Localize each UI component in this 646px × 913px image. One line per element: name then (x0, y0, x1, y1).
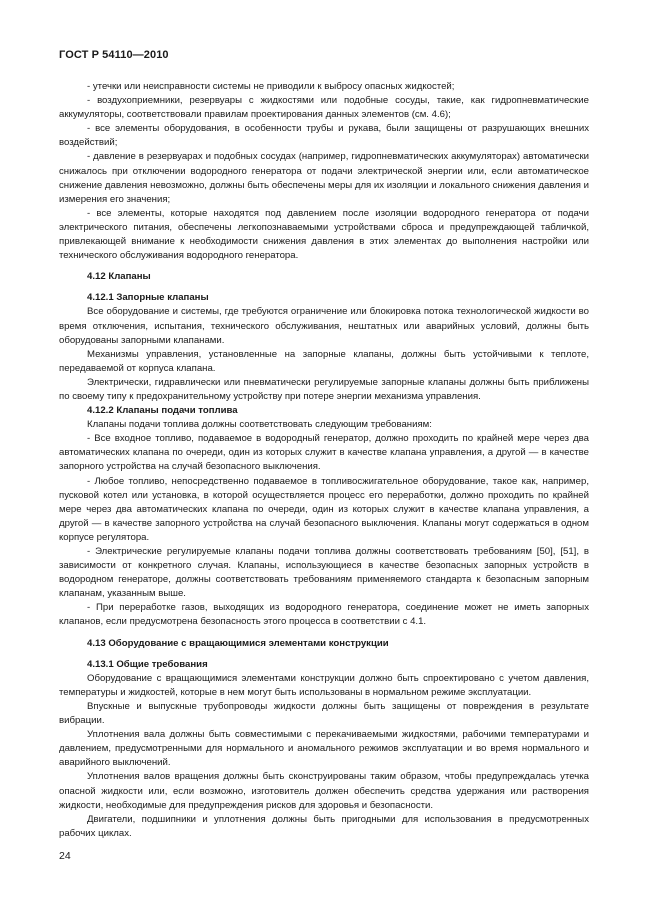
paragraph: - При переработке газов, выходящих из водородного генератора, соединение может не иметь запорных клапанов, если предусмотрена безопасность этого процесса в соответствии с 4.1. (59, 602, 589, 628)
section-heading: 4.12.2 Клапаны подачи топлива (87, 405, 238, 417)
paragraph: Двигатели, подшипники и уплотнения должны быть пригодными для использования в предусмотренных рабочих циклах. (59, 813, 589, 839)
paragraph: - Электрические регулируемые клапаны подачи топлива должны соответствовать требованиям [50], [51], в зависимости от конкретного случая. Клапаны, использующиеся в качестве безопасных запорных устройств в водородном генераторе, должны соответствовать требованиям применяемого стандарта к безопасным запорным клапанам, указанным выше. (59, 546, 589, 600)
paragraph: - воздухоприемники, резервуары с жидкостями или подобные сосуды, такие, как гидропневматические аккумуляторы, соответствовали правилам проектирования данных элементов (см. 4.6); (59, 95, 589, 121)
paragraph: - давление в резервуарах и подобных сосудах (например, гидропневматических аккумуляторах) автоматически снижалось при отключении водородного генератора от подачи электрической энергии или, если автоматическое снижение давления невозможно, должны быть обеспечены меры для их изоляции и локального снижения давления и измерения его значения; (59, 151, 589, 205)
paragraph: Оборудование с вращающимися элементами конструкции должно быть спроектировано с учетом давления, температуры и жидкостей, которые в нем могут быть использованы в нормальном режиме эксплуатации. (59, 672, 589, 698)
paragraph: - Все входное топливо, подаваемое в водородный генератор, должно проходить по крайней мере через два автоматических клапана по очереди, один из которых служит в качестве клапана управления, а другой — в качестве запорного устройства на случай безопасного выключения. (59, 433, 589, 473)
paragraph: Электрически, гидравлически или пневматически регулируемые запорные клапаны должны быть приближены по своему типу к предохранительному устройству при потере энергии механизма управления. (59, 376, 589, 402)
paragraph: Клапаны подачи топлива должны соответствовать следующим требованиям: (87, 419, 432, 431)
paragraph: Все оборудование и системы, где требуются ограничение или блокировка потока технологической жидкости во время отключения, испытания, технического обслуживания, нештатных или аварийных условий, должны быть оборудованы запорными клапанами. (59, 306, 589, 346)
paragraph: Уплотнения валов вращения должны быть сконструированы таким образом, чтобы предупреждалась утечка опасной жидкости или, если возможно, изготовитель должен обеспечить средства удержания или растворения жидкости, необходимые для предупреждения рисков для здоровья и безопасности. (59, 771, 589, 811)
section-heading: 4.12.1 Запорные клапаны (87, 292, 209, 304)
paragraph: Уплотнения вала должны быть совместимыми с перекачиваемыми жидкостями, рабочими температурами и давлением, предусмотренными для нормального и аномального режимов эксплуатации и во время нормального и аварийного выключений. (59, 729, 589, 769)
page-number: 24 (59, 850, 71, 862)
paragraph: - все элементы, которые находятся под давлением после изоляции водородного генератора от подачи электрического питания, обеспечены легкопознаваемыми устройствами сброса и предупреждающей табличкой, привлекающей внимание к необходимости снижения давления в этих элементах до выполнения настройки или технического обслуживания водородного генератора. (59, 207, 589, 262)
paragraph: - утечки или неисправности системы не приводили к выбросу опасных жидкостей; (87, 81, 455, 92)
paragraph: - Любое топливо, непосредственно подаваемое в топливосжигательное оборудование, такое как, например, пусковой котел или установка, в которой осуществляется процесс его переработки, должно проходить по крайней мере через два автоматических клапана по очереди, один из которых служит в качестве клапана управления, а другой — в качестве запорного устройства на случай безопасного выключения. Клапаны могут содержаться в одном корпусе регулятора. (59, 475, 589, 543)
section-heading: 4.13.1 Общие требования (87, 658, 208, 670)
document-body (59, 80, 589, 841)
section-heading: 4.12 Клапаны (87, 271, 151, 283)
paragraph: Впускные и выпускные трубопроводы жидкости должны быть защищены от повреждения в результате вибрации. (59, 700, 589, 727)
paragraph: - все элементы оборудования, в особенности трубы и рукава, были защищены от разрушающих внешних воздействий; (59, 123, 589, 149)
document-header: ГОСТ Р 54110—2010 (59, 49, 169, 61)
section-heading: 4.13 Оборудование с вращающимися элементами конструкции (87, 637, 389, 649)
paragraph: Механизмы управления, установленные на запорные клапаны, должны быть устойчивыми к теплоте, передаваемой от корпуса клапана. (59, 348, 589, 374)
